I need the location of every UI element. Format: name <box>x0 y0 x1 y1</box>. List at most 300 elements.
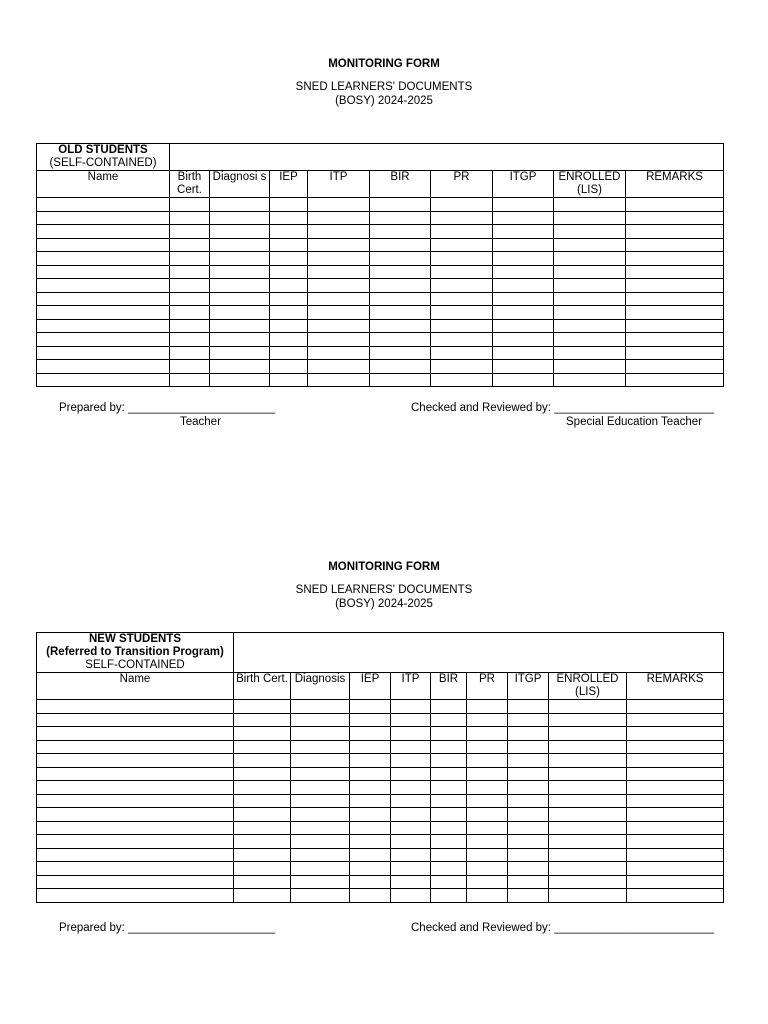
blank-cell[interactable] <box>508 740 549 754</box>
blank-cell[interactable] <box>210 319 270 333</box>
blank-cell[interactable] <box>431 279 493 293</box>
blank-cell[interactable] <box>234 794 291 808</box>
blank-cell[interactable] <box>210 306 270 320</box>
blank-cell[interactable] <box>493 306 554 320</box>
blank-cell[interactable] <box>270 373 308 387</box>
blank-cell[interactable] <box>626 292 724 306</box>
blank-cell[interactable] <box>308 360 370 374</box>
blank-cell[interactable] <box>626 373 724 387</box>
blank-cell[interactable] <box>370 306 431 320</box>
blank-cell[interactable] <box>431 238 493 252</box>
blank-cell[interactable] <box>308 265 370 279</box>
blank-cell[interactable] <box>493 198 554 212</box>
blank-cell[interactable] <box>493 346 554 360</box>
blank-cell[interactable] <box>627 848 724 862</box>
blank-cell[interactable] <box>508 781 549 795</box>
blank-cell[interactable] <box>37 794 234 808</box>
blank-cell[interactable] <box>627 727 724 741</box>
blank-cell[interactable] <box>234 781 291 795</box>
checked-by-field: Checked and Reviewed by: _________________________ <box>411 922 715 934</box>
blank-cell[interactable] <box>270 360 308 374</box>
blank-cell[interactable] <box>37 225 170 239</box>
blank-cell[interactable] <box>493 252 554 266</box>
blank-cell[interactable] <box>391 754 431 768</box>
blank-cell[interactable] <box>291 835 350 849</box>
blank-cell[interactable] <box>170 306 210 320</box>
blank-cell[interactable] <box>370 373 431 387</box>
blank-cell[interactable] <box>431 835 467 849</box>
blank-cell[interactable] <box>467 740 508 754</box>
blank-cell[interactable] <box>626 333 724 347</box>
blank-cell[interactable] <box>350 821 391 835</box>
blank-cell[interactable] <box>370 346 431 360</box>
blank-cell[interactable] <box>391 713 431 727</box>
blank-cell[interactable] <box>508 808 549 822</box>
blank-cell[interactable] <box>431 700 467 714</box>
blank-cell[interactable] <box>431 360 493 374</box>
blank-cell[interactable] <box>467 781 508 795</box>
blank-cell[interactable] <box>37 889 234 903</box>
blank-cell[interactable] <box>391 848 431 862</box>
blank-cell[interactable] <box>37 252 170 266</box>
blank-cell[interactable] <box>467 713 508 727</box>
blank-cell[interactable] <box>234 740 291 754</box>
blank-cell[interactable] <box>350 862 391 876</box>
blank-cell[interactable] <box>431 346 493 360</box>
blank-cell[interactable] <box>431 889 467 903</box>
blank-cell[interactable] <box>350 794 391 808</box>
blank-cell[interactable] <box>234 848 291 862</box>
blank-cell[interactable] <box>549 781 627 795</box>
blank-cell[interactable] <box>210 238 270 252</box>
blank-cell[interactable] <box>291 767 350 781</box>
blank-cell[interactable] <box>627 754 724 768</box>
blank-cell[interactable] <box>467 727 508 741</box>
blank-cell[interactable] <box>234 862 291 876</box>
blank-cell[interactable] <box>627 821 724 835</box>
blank-cell[interactable] <box>270 279 308 293</box>
blank-cell[interactable] <box>549 875 627 889</box>
blank-cell[interactable] <box>234 767 291 781</box>
blank-cell[interactable] <box>627 862 724 876</box>
blank-cell[interactable] <box>37 727 234 741</box>
blank-cell[interactable] <box>627 740 724 754</box>
blank-cell[interactable] <box>508 875 549 889</box>
blank-cell[interactable] <box>626 319 724 333</box>
blank-cell[interactable] <box>391 808 431 822</box>
blank-cell[interactable] <box>627 808 724 822</box>
blank-cell[interactable] <box>508 835 549 849</box>
blank-cell[interactable] <box>508 794 549 808</box>
blank-cell[interactable] <box>308 225 370 239</box>
blank-cell[interactable] <box>350 835 391 849</box>
blank-cell[interactable] <box>391 821 431 835</box>
blank-cell[interactable] <box>467 835 508 849</box>
blank-cell[interactable] <box>549 862 627 876</box>
blank-cell[interactable] <box>554 198 626 212</box>
blank-cell[interactable] <box>391 740 431 754</box>
blank-cell[interactable] <box>291 889 350 903</box>
blank-cell[interactable] <box>370 211 431 225</box>
blank-cell[interactable] <box>627 781 724 795</box>
blank-cell[interactable] <box>431 862 467 876</box>
blank-cell[interactable] <box>291 862 350 876</box>
blank-cell[interactable] <box>493 319 554 333</box>
blank-cell[interactable] <box>270 252 308 266</box>
blank-cell[interactable] <box>270 265 308 279</box>
table-row <box>37 821 724 835</box>
blank-cell[interactable] <box>37 808 234 822</box>
blank-cell[interactable] <box>431 767 467 781</box>
blank-cell[interactable] <box>234 713 291 727</box>
blank-cell[interactable] <box>508 821 549 835</box>
table-row <box>37 333 724 347</box>
blank-cell[interactable] <box>170 292 210 306</box>
blank-cell[interactable] <box>493 211 554 225</box>
blank-cell[interactable] <box>467 700 508 714</box>
blank-cell[interactable] <box>37 319 170 333</box>
blank-cell[interactable] <box>549 835 627 849</box>
blank-cell[interactable] <box>493 225 554 239</box>
blank-cell[interactable] <box>170 333 210 347</box>
blank-cell[interactable] <box>37 875 234 889</box>
blank-cell[interactable] <box>291 821 350 835</box>
blank-cell[interactable] <box>493 265 554 279</box>
blank-cell[interactable] <box>37 292 170 306</box>
blank-cell[interactable] <box>350 727 391 741</box>
blank-cell[interactable] <box>554 333 626 347</box>
blank-cell[interactable] <box>270 346 308 360</box>
blank-cell[interactable] <box>308 319 370 333</box>
blank-cell[interactable] <box>308 279 370 293</box>
blank-cell[interactable] <box>626 238 724 252</box>
blank-cell[interactable] <box>308 252 370 266</box>
blank-cell[interactable] <box>493 279 554 293</box>
blank-cell[interactable] <box>370 333 431 347</box>
blank-cell[interactable] <box>554 292 626 306</box>
blank-cell[interactable] <box>549 794 627 808</box>
blank-cell[interactable] <box>37 265 170 279</box>
blank-cell[interactable] <box>554 265 626 279</box>
blank-cell[interactable] <box>467 875 508 889</box>
blank-cell[interactable] <box>431 306 493 320</box>
blank-cell[interactable] <box>391 889 431 903</box>
blank-cell[interactable] <box>554 279 626 293</box>
blank-cell[interactable] <box>627 700 724 714</box>
blank-cell[interactable] <box>554 373 626 387</box>
blank-cell[interactable] <box>210 292 270 306</box>
blank-cell[interactable] <box>391 700 431 714</box>
blank-cell[interactable] <box>554 211 626 225</box>
blank-cell[interactable] <box>308 211 370 225</box>
blank-cell[interactable] <box>37 211 170 225</box>
blank-cell[interactable] <box>391 835 431 849</box>
blank-cell[interactable] <box>270 319 308 333</box>
blank-cell[interactable] <box>37 740 234 754</box>
blank-cell[interactable] <box>170 346 210 360</box>
blank-cell[interactable] <box>370 319 431 333</box>
blank-cell[interactable] <box>234 835 291 849</box>
blank-cell[interactable] <box>270 238 308 252</box>
blank-cell[interactable] <box>549 727 627 741</box>
blank-cell[interactable] <box>431 333 493 347</box>
blank-cell[interactable] <box>626 198 724 212</box>
blank-cell[interactable] <box>210 373 270 387</box>
blank-cell[interactable] <box>170 238 210 252</box>
blank-cell[interactable] <box>431 292 493 306</box>
blank-cell[interactable] <box>270 292 308 306</box>
blank-cell[interactable] <box>431 781 467 795</box>
blank-cell[interactable] <box>37 279 170 293</box>
blank-cell[interactable] <box>350 700 391 714</box>
blank-cell[interactable] <box>270 225 308 239</box>
blank-cell[interactable] <box>170 373 210 387</box>
blank-cell[interactable] <box>291 781 350 795</box>
blank-cell[interactable] <box>210 346 270 360</box>
blank-cell[interactable] <box>508 889 549 903</box>
blank-cell[interactable] <box>308 333 370 347</box>
blank-cell[interactable] <box>508 727 549 741</box>
blank-cell[interactable] <box>37 700 234 714</box>
blank-cell[interactable] <box>350 808 391 822</box>
blank-cell[interactable] <box>37 238 170 252</box>
blank-cell[interactable] <box>431 225 493 239</box>
blank-cell[interactable] <box>170 211 210 225</box>
blank-cell[interactable] <box>554 360 626 374</box>
blank-cell[interactable] <box>493 292 554 306</box>
blank-cell[interactable] <box>350 767 391 781</box>
blank-cell[interactable] <box>391 781 431 795</box>
blank-cell[interactable] <box>627 889 724 903</box>
blank-cell[interactable] <box>493 238 554 252</box>
blank-cell[interactable] <box>431 808 467 822</box>
blank-cell[interactable] <box>554 346 626 360</box>
blank-cell[interactable] <box>467 821 508 835</box>
blank-cell[interactable] <box>627 794 724 808</box>
blank-cell[interactable] <box>493 360 554 374</box>
blank-cell[interactable] <box>508 700 549 714</box>
blank-cell[interactable] <box>549 740 627 754</box>
blank-cell[interactable] <box>431 319 493 333</box>
blank-cell[interactable] <box>467 889 508 903</box>
col-header-pr: PR <box>431 171 493 198</box>
blank-cell[interactable] <box>37 848 234 862</box>
blank-cell[interactable] <box>308 292 370 306</box>
blank-cell[interactable] <box>308 238 370 252</box>
table-row <box>37 794 724 808</box>
blank-cell[interactable] <box>37 713 234 727</box>
blank-cell[interactable] <box>291 875 350 889</box>
blank-cell[interactable] <box>626 225 724 239</box>
blank-cell[interactable] <box>467 767 508 781</box>
blank-cell[interactable] <box>554 238 626 252</box>
blank-cell[interactable] <box>350 875 391 889</box>
blank-cell[interactable] <box>549 889 627 903</box>
blank-cell[interactable] <box>626 211 724 225</box>
blank-cell[interactable] <box>370 225 431 239</box>
blank-cell[interactable] <box>270 306 308 320</box>
blank-cell[interactable] <box>626 265 724 279</box>
blank-cell[interactable] <box>626 346 724 360</box>
blank-cell[interactable] <box>554 225 626 239</box>
blank-cell[interactable] <box>431 211 493 225</box>
blank-cell[interactable] <box>627 835 724 849</box>
blank-cell[interactable] <box>391 794 431 808</box>
blank-cell[interactable] <box>627 713 724 727</box>
blank-cell[interactable] <box>308 346 370 360</box>
blank-cell[interactable] <box>554 319 626 333</box>
blank-cell[interactable] <box>493 333 554 347</box>
blank-cell[interactable] <box>370 252 431 266</box>
blank-cell[interactable] <box>37 781 234 795</box>
blank-cell[interactable] <box>210 360 270 374</box>
blank-cell[interactable] <box>549 754 627 768</box>
blank-cell[interactable] <box>234 821 291 835</box>
blank-cell[interactable] <box>391 862 431 876</box>
blank-cell[interactable] <box>170 225 210 239</box>
blank-cell[interactable] <box>37 346 170 360</box>
blank-cell[interactable] <box>270 333 308 347</box>
blank-cell[interactable] <box>626 360 724 374</box>
blank-cell[interactable] <box>431 252 493 266</box>
blank-cell[interactable] <box>234 700 291 714</box>
blank-cell[interactable] <box>291 848 350 862</box>
blank-cell[interactable] <box>549 700 627 714</box>
blank-cell[interactable] <box>291 794 350 808</box>
col-header-itp: ITP <box>391 673 431 700</box>
blank-cell[interactable] <box>291 700 350 714</box>
blank-cell[interactable] <box>431 198 493 212</box>
blank-cell[interactable] <box>626 306 724 320</box>
blank-cell[interactable] <box>508 848 549 862</box>
blank-cell[interactable] <box>431 373 493 387</box>
blank-cell[interactable] <box>170 265 210 279</box>
blank-cell[interactable] <box>431 821 467 835</box>
blank-cell[interactable] <box>554 306 626 320</box>
blank-cell[interactable] <box>234 754 291 768</box>
blank-cell[interactable] <box>291 754 350 768</box>
blank-cell[interactable] <box>37 198 170 212</box>
blank-cell[interactable] <box>37 835 234 849</box>
blank-cell[interactable] <box>627 767 724 781</box>
blank-cell[interactable] <box>549 808 627 822</box>
blank-cell[interactable] <box>431 794 467 808</box>
blank-cell[interactable] <box>37 821 234 835</box>
blank-cell[interactable] <box>431 754 467 768</box>
blank-cell[interactable] <box>234 889 291 903</box>
blank-cell[interactable] <box>370 265 431 279</box>
blank-cell[interactable] <box>210 333 270 347</box>
blank-cell[interactable] <box>549 821 627 835</box>
blank-cell[interactable] <box>350 713 391 727</box>
blank-cell[interactable] <box>350 848 391 862</box>
blank-cell[interactable] <box>210 211 270 225</box>
blank-cell[interactable] <box>234 875 291 889</box>
blank-cell[interactable] <box>210 198 270 212</box>
blank-cell[interactable] <box>291 713 350 727</box>
blank-cell[interactable] <box>37 373 170 387</box>
blank-cell[interactable] <box>431 265 493 279</box>
blank-cell[interactable] <box>549 767 627 781</box>
blank-cell[interactable] <box>391 767 431 781</box>
blank-cell[interactable] <box>37 767 234 781</box>
blank-cell[interactable] <box>308 306 370 320</box>
blank-cell[interactable] <box>626 252 724 266</box>
blank-cell[interactable] <box>291 740 350 754</box>
blank-cell[interactable] <box>508 754 549 768</box>
blank-cell[interactable] <box>210 279 270 293</box>
blank-cell[interactable] <box>350 754 391 768</box>
blank-cell[interactable] <box>170 252 210 266</box>
blank-cell[interactable] <box>370 238 431 252</box>
blank-cell[interactable] <box>431 740 467 754</box>
blank-cell[interactable] <box>493 373 554 387</box>
blank-cell[interactable] <box>370 198 431 212</box>
blank-cell[interactable] <box>234 727 291 741</box>
blank-cell[interactable] <box>627 875 724 889</box>
blank-cell[interactable] <box>308 373 370 387</box>
blank-cell[interactable] <box>350 889 391 903</box>
blank-cell[interactable] <box>391 727 431 741</box>
blank-cell[interactable] <box>467 862 508 876</box>
blank-cell[interactable] <box>210 265 270 279</box>
blank-cell[interactable] <box>431 848 467 862</box>
blank-cell[interactable] <box>391 875 431 889</box>
blank-cell[interactable] <box>291 808 350 822</box>
blank-cell[interactable] <box>37 333 170 347</box>
blank-cell[interactable] <box>210 252 270 266</box>
prepared-by-field: Prepared by: _______________________ <box>59 922 276 934</box>
blank-cell[interactable] <box>170 360 210 374</box>
blank-cell[interactable] <box>467 848 508 862</box>
blank-cell[interactable] <box>508 767 549 781</box>
blank-cell[interactable] <box>370 292 431 306</box>
blank-cell[interactable] <box>308 198 370 212</box>
blank-cell[interactable] <box>37 862 234 876</box>
blank-cell[interactable] <box>270 211 308 225</box>
blank-cell[interactable] <box>170 198 210 212</box>
blank-cell[interactable] <box>37 360 170 374</box>
blank-cell[interactable] <box>350 740 391 754</box>
blank-cell[interactable] <box>370 279 431 293</box>
blank-cell[interactable] <box>37 306 170 320</box>
blank-cell[interactable] <box>234 808 291 822</box>
blank-cell[interactable] <box>508 862 549 876</box>
blank-cell[interactable] <box>549 848 627 862</box>
blank-cell[interactable] <box>170 319 210 333</box>
blank-cell[interactable] <box>370 360 431 374</box>
blank-cell[interactable] <box>431 713 467 727</box>
blank-cell[interactable] <box>467 808 508 822</box>
blank-cell[interactable] <box>210 225 270 239</box>
blank-cell[interactable] <box>170 279 210 293</box>
blank-cell[interactable] <box>626 279 724 293</box>
blank-cell[interactable] <box>508 713 549 727</box>
blank-cell[interactable] <box>467 794 508 808</box>
blank-cell[interactable] <box>431 727 467 741</box>
blank-cell[interactable] <box>350 781 391 795</box>
form-year: (BOSY) 2024-2025 <box>335 95 433 107</box>
blank-cell[interactable] <box>431 875 467 889</box>
blank-cell[interactable] <box>37 754 234 768</box>
blank-cell[interactable] <box>549 713 627 727</box>
blank-cell[interactable] <box>291 727 350 741</box>
blank-cell[interactable] <box>554 252 626 266</box>
checked-by-role: Special Education Teacher <box>566 416 702 428</box>
blank-cell[interactable] <box>467 754 508 768</box>
blank-cell[interactable] <box>270 198 308 212</box>
table-row <box>37 211 724 225</box>
